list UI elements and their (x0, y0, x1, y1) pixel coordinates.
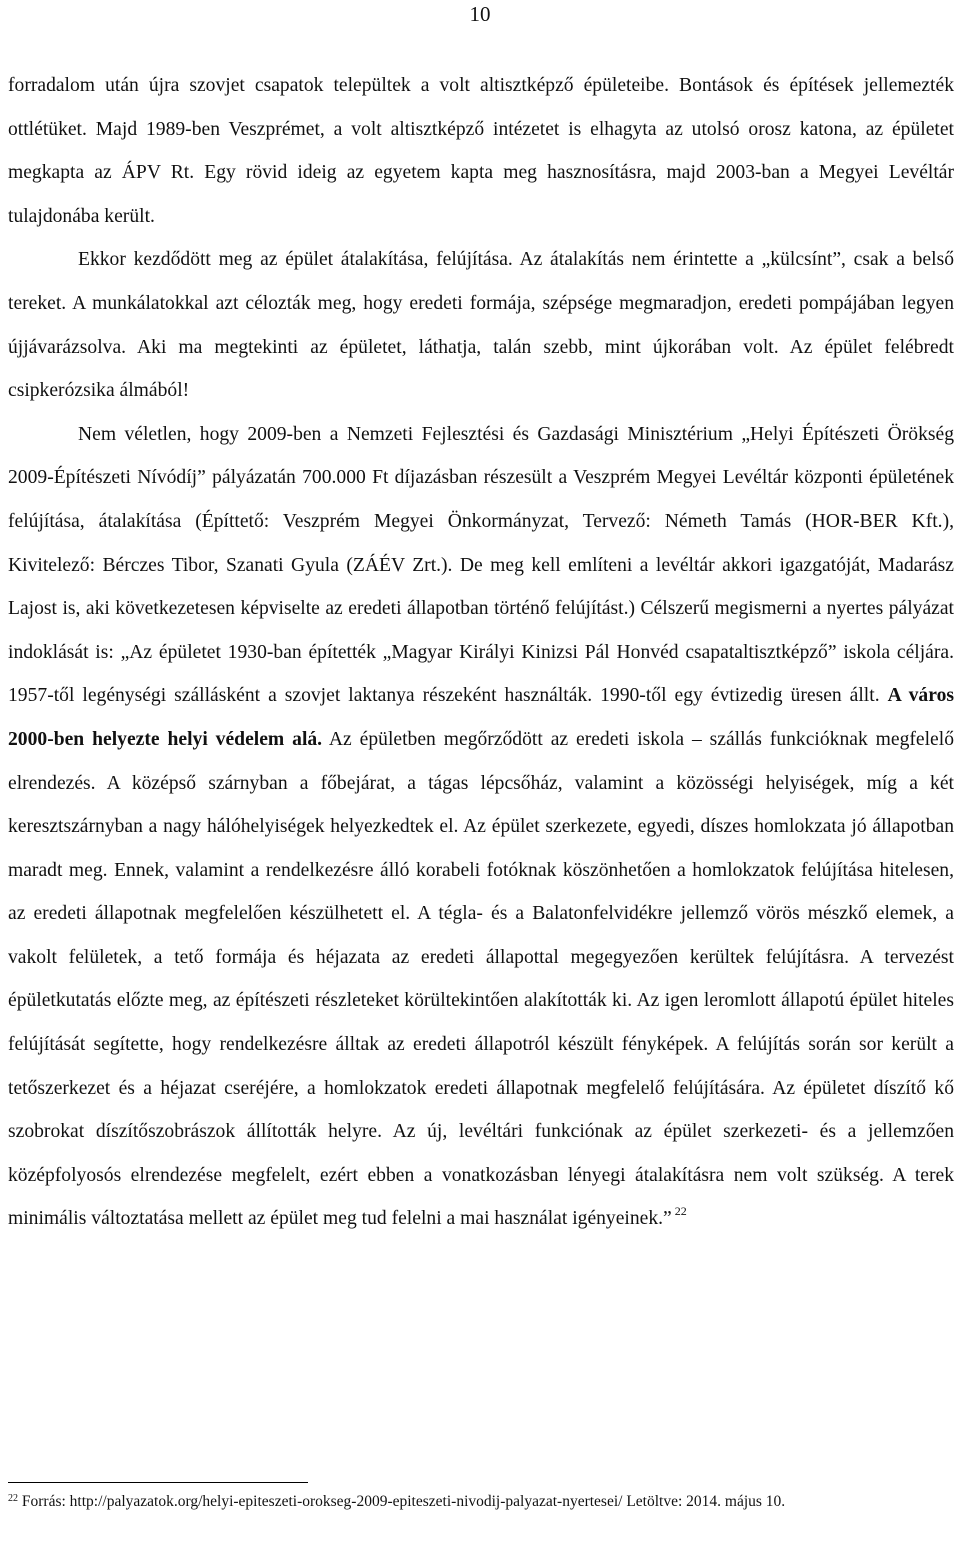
paragraph-3-part-2: Az épületben megőrződött az eredeti iskola – szállás funkcióknak megfelelő elrendezés. A középső szárnyban a főbejárat, a tágas lépcsőház, valamint a közösségi helyiségek, míg a két keresztszárnyban a nagy hálóhelyiségek helyezkedtek el. Az épület szerkezete, egyedi, díszes homlokzata jó állapotban maradt meg. Ennek, valamint a rendelkezésre álló korabeli fotóknak köszönhetően a homlokzatok felújítása hitelesen, az eredeti állapotnak megfelelően készülhetett el. A tégla- és a Balatonfelvidékre jellemző vörös mészkő elemek, a vakolt felületek, a tető formája és héjazata az eredeti állapottal megegyezően kerültek felújításra. A tervezést épületkutatás előzte meg, az építészeti részleteket körültekintően alakították ki. Az igen leromlott állapotú épület hiteles felújítását segítette, hogy rendelkezésre álltak az eredeti állapotról készült fényképek. A felújítás során sor került a tetőszerkezet és a héjazat cseréjére, a homlokzatok eredeti állapotnak megfelelő felújítására. Az épületet díszítő kő szobrokat díszítőszobrászok állították helyre. Az új, levéltári funkciónak az épület szerkezeti- és a jellemzően középfolyosós elrendezése megfelelt, ezért ebben a vonatkozásban lényegi átalakításra nem volt szükség. A terek minimális változtatása mellett az épület meg tud felelni a mai használat igényeinek.” (8, 728, 954, 1230)
footnote-reference[interactable]: 22 (671, 1204, 687, 1219)
footnote-separator (8, 1482, 308, 1483)
paragraph-1: forradalom után újra szovjet csapatok települtek a volt altisztképző épületeibe. Bontások és építések jellemezték ottlétüket. Majd 1989-ben Veszprémet, a volt altisztképző intézetet is elhagyta az utolsó orosz katona, az épületet megkapta az ÁPV Rt. Egy rövid ideig az egyetem kapta meg hasznosításra, majd 2003-ban a Megyei Levéltár tulajdonába került. (8, 75, 954, 227)
footnote-text: Forrás: http://palyazatok.org/helyi-epiteszeti-orokseg-2009-epiteszeti-nivodij-palyazat-nyertesei/ Letöltve: 2014. május 10. (18, 1493, 786, 1510)
page-number: 10 (469, 2, 491, 26)
footnote (8, 1490, 954, 1514)
bold-protection-statement: A város 2000-ben helyezte helyi védelem alá. (8, 685, 954, 750)
paragraph-3-part-1: Nem véletlen, hogy 2009-ben a Nemzeti Fejlesztési és Gazdasági Minisztérium „Helyi Építészeti Örökség 2009-Építészeti Nívódíj” pályázatán 700.000 Ft díjazásban részesült a Veszprém Megyei Levéltár központi épületének felújítása, átalakítása (Építtető: Veszprém Megyei Önkormányzat, Tervező: Németh Tamás (HOR-BER Kft.), Kivitelező: Bérczes Tibor, Szanati Gyula (ZÁÉV Zrt.). De meg kell említeni a levéltár akkori igazgatóját, Madarász Lajost is, aki következetesen képviselte az eredeti állapotban történő felújítást.) Célszerű megismerni a nyertes pályázat indoklását is: „Az épületet 1930-ban építették „Magyar Királyi Kinizsi Pál Honvéd csapataltisztképző” iskola céljára. 1957-től legénységi szállásként a szovjet laktanya részeként használták. 1990-től egy évtizedig üresen állt. (8, 423, 954, 707)
footnote-marker: 22 (8, 1493, 18, 1504)
paragraph-2: Ekkor kezdődött meg az épület átalakítása, felújítása. Az átalakítás nem érintette a „külcsínt”, csak a belső tereket. A munkálatokkal azt célozták meg, hogy eredeti formája, szépsége megmaradjon, eredeti pompájában legyen újjávarázsolva. Aki ma megtekinti az épületet, láthatja, talán szebb, mint újkorában volt. Az épület felébredt csipkerózsika álmából! (8, 249, 954, 402)
document-body (8, 64, 954, 1241)
paragraph-3 (8, 413, 954, 1241)
